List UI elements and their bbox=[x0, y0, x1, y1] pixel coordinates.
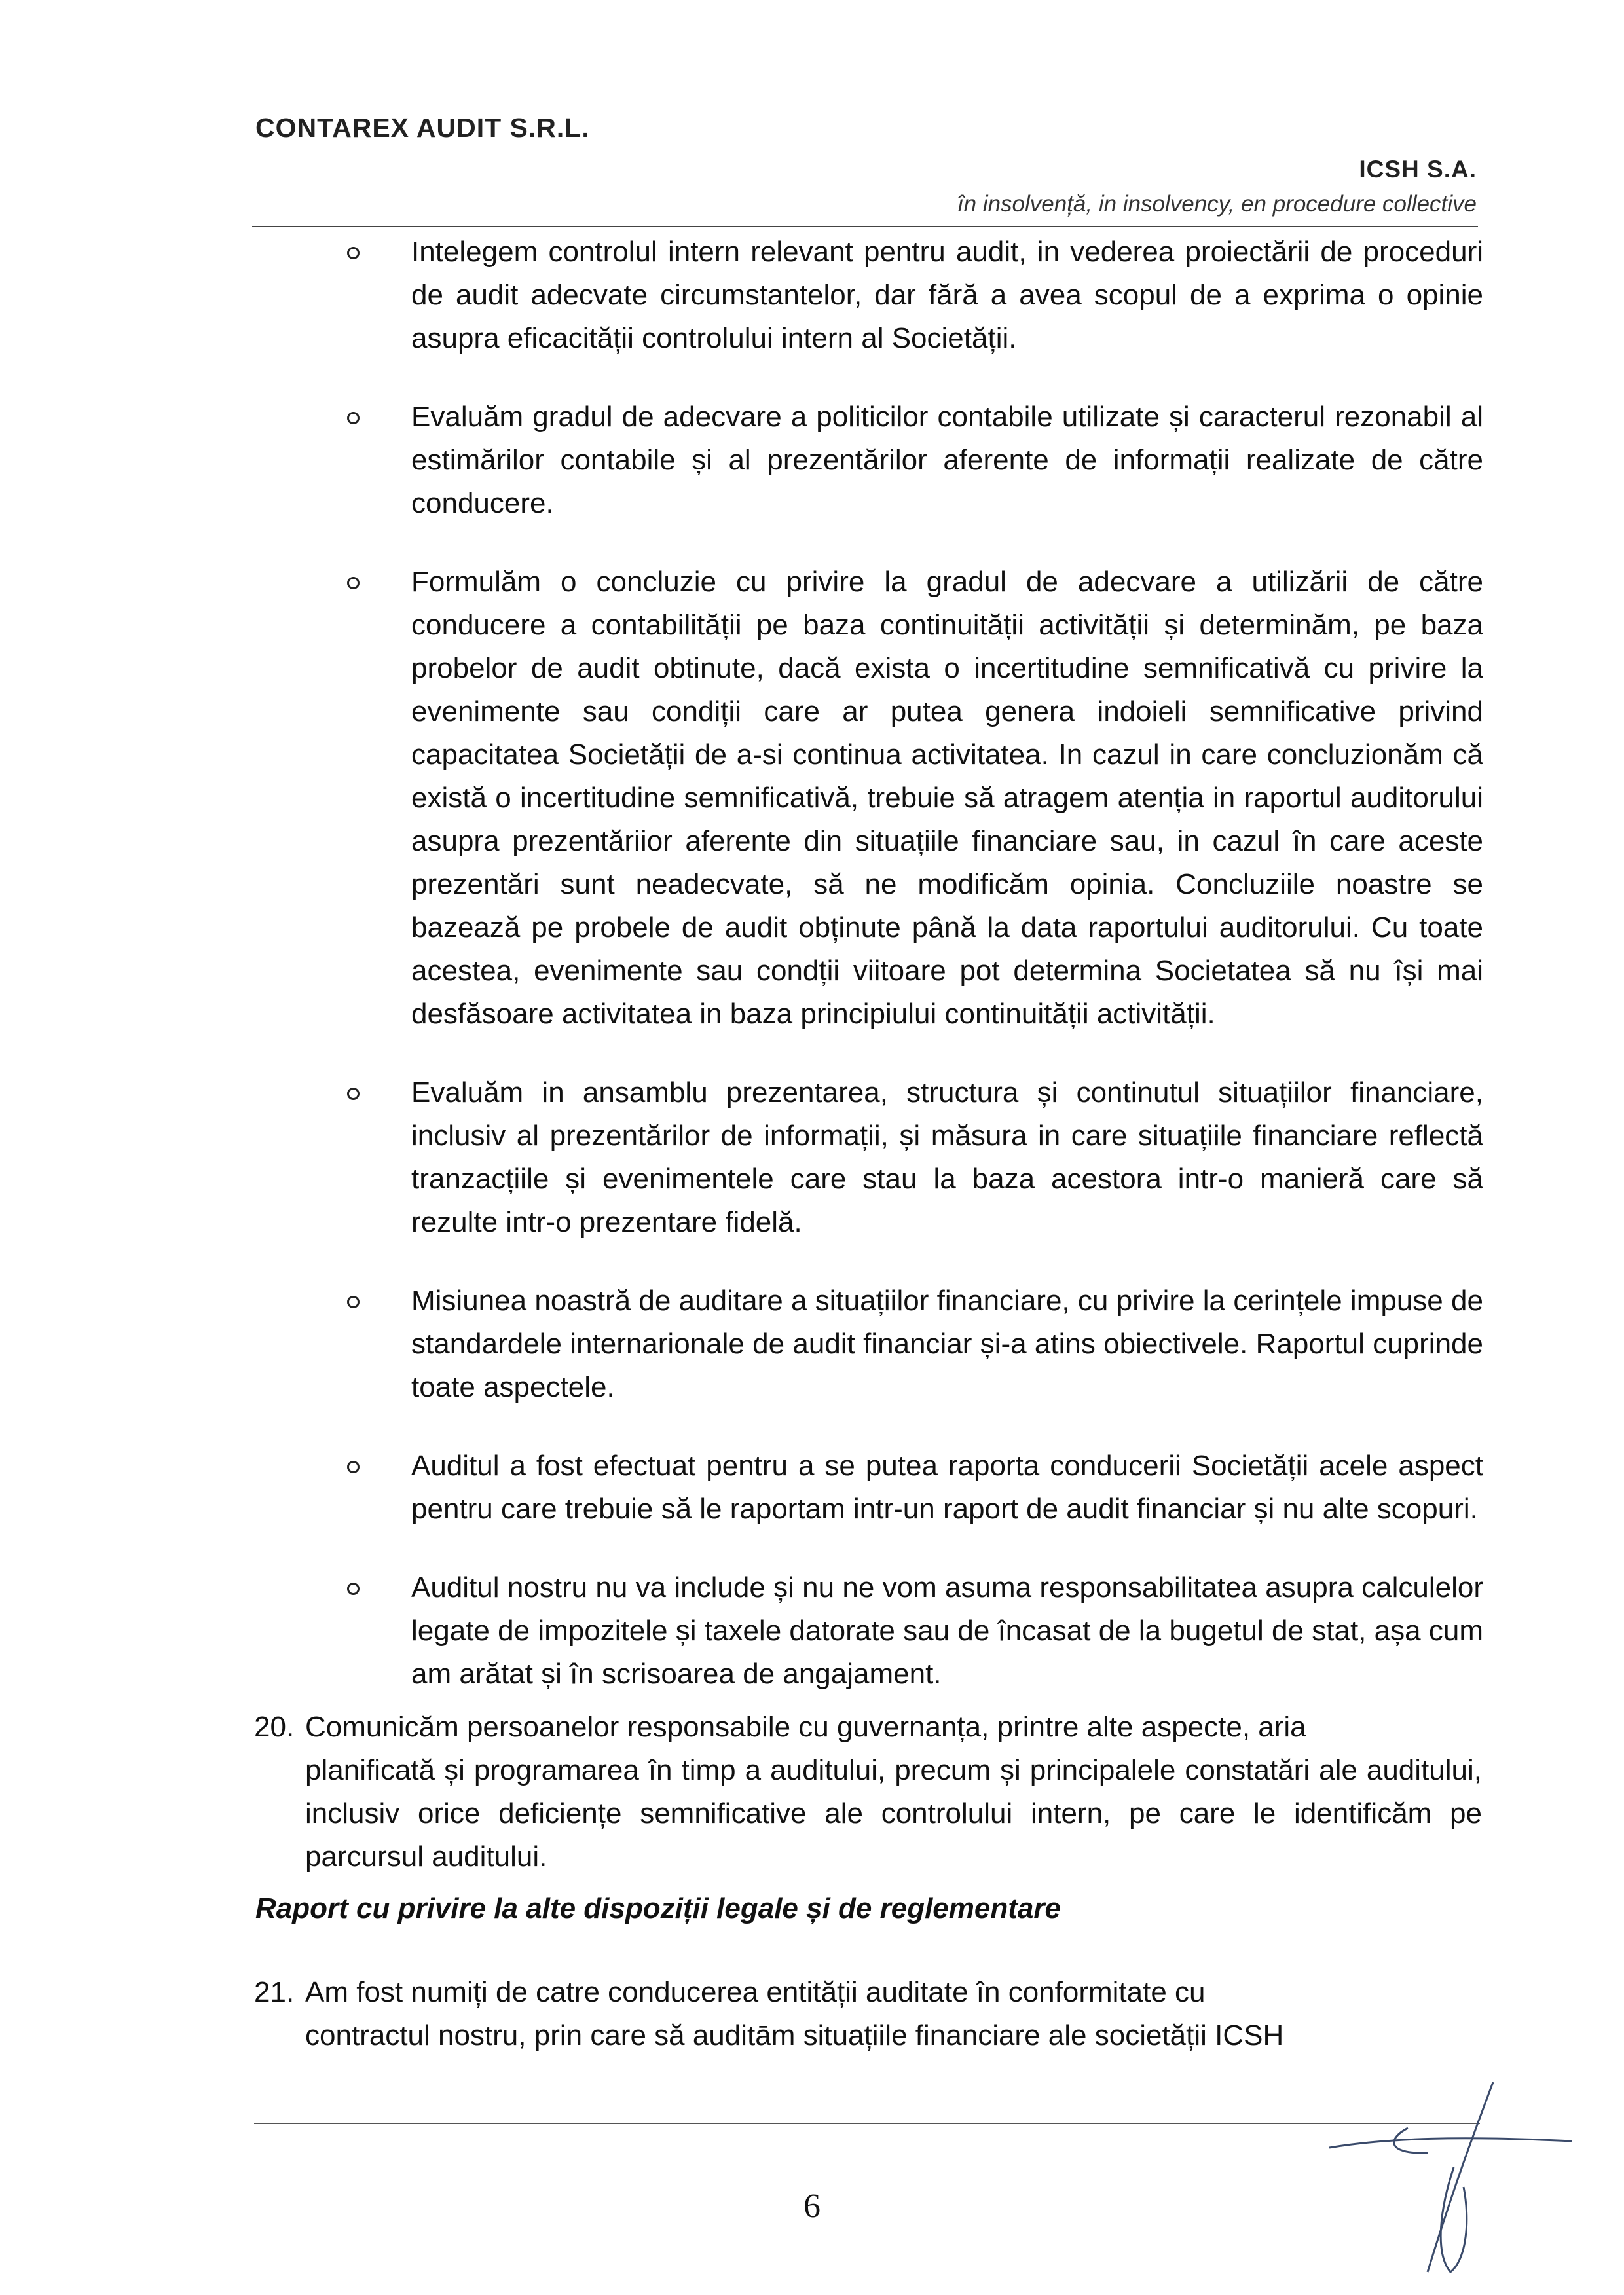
paragraph-number: 21. bbox=[254, 1976, 295, 2008]
paragraph-first-line: Am fost numiți de catre conducerea entității auditate în conformitate cu bbox=[305, 1976, 1206, 2008]
list-item-text: Evaluăm in ansamblu prezentarea, structura și continutul situațiilor financiare, inclusiv al prezentărilor de informații, și măsura in care situațiile financiare reflectă tranzacțiile și evenimentele care stau la baza acestora intr-o manieră care să rezulte intr-o prezentare fidelă. bbox=[411, 1076, 1483, 1238]
list-item-text: Formulăm o concluzie cu privire la gradul de adecvare a utilizării de către conducere a contabilității pe baza continuității activității și determinăm, pe baza probelor de audit obtinute, dacă exista o incertitudine semnificativă cu privire la evenimente sau condiții care ar putea genera indoieli semnificative privind capacitatea Societății de a-si continua activitatea. In cazul in care concluzionăm că există o incertitudine semnificativă, trebuie să atragem atenția in raportul auditorului asupra prezentăriior aferente din situațiile financiare sau, in cazul în care aceste prezentări sunt neadecvate, să ne modificăm opinia. Concluziile noastre se bazează pe probele de audit obținute până la data raportului auditorului. Cu toate acestea, evenimente sau condții viitoare pot determina Societatea să nu își mai desfăsoare activitatea in baza principiului continuității activității. bbox=[411, 566, 1483, 1030]
list-item bbox=[347, 1071, 1483, 1244]
bullet-icon bbox=[347, 1088, 360, 1100]
list-item bbox=[347, 1566, 1483, 1696]
signature-image bbox=[1310, 2076, 1585, 2285]
paragraph-number: 20. bbox=[254, 1711, 295, 1743]
list-item bbox=[347, 1279, 1483, 1409]
bullet-icon bbox=[347, 247, 360, 259]
paragraph-20 bbox=[254, 1706, 1482, 1879]
client-status: în insolvență, in insolvency, en procedure collective bbox=[957, 191, 1477, 217]
bullet-icon bbox=[347, 577, 360, 589]
client-name: ICSH S.A. bbox=[1359, 156, 1477, 183]
list-item bbox=[347, 230, 1483, 360]
bullet-list bbox=[347, 230, 1483, 1731]
list-item-text: Auditul a fost efectuat pentru a se putea raporta conducerii Societății acele aspect pentru care trebuie să le raportam intr-un raport de audit financiar și nu alte scopuri. bbox=[411, 1450, 1483, 1525]
bullet-icon bbox=[347, 1461, 360, 1473]
footer-divider bbox=[254, 2123, 1480, 2124]
bullet-icon bbox=[347, 412, 360, 424]
bullet-icon bbox=[347, 1583, 360, 1595]
list-item bbox=[347, 395, 1483, 525]
list-item bbox=[347, 1444, 1483, 1531]
section-heading: Raport cu privire la alte dispoziții legale și de reglementare bbox=[255, 1892, 1061, 1924]
list-item-text: Misiunea noastră de auditare a situațiilor financiare, cu privire la cerințele impuse de standardele internarionale de audit financiar și-a atins obiectivele. Raportul cuprinde toate aspectele. bbox=[411, 1285, 1483, 1403]
header-divider bbox=[252, 226, 1478, 227]
paragraph-first-line: Comunicăm persoanelor responsabile cu guvernanța, printre alte aspecte, aria bbox=[305, 1711, 1306, 1743]
list-item bbox=[347, 560, 1483, 1036]
paragraph-body: planificată și programarea în timp a auditului, precum și principalele constatări ale auditului, inclusiv orice deficiențe semnificative ale controlului intern, pe care le identificăm pe parcursul auditului. bbox=[305, 1754, 1482, 1873]
company-name: CONTAREX AUDIT S.R.L. bbox=[255, 113, 590, 143]
list-item-text: Intelegem controlul intern relevant pentru audit, in vederea proiectării de proceduri de audit adecvate circumstantelor, dar fără a avea scopul de a exprima o opinie asupra eficacității controlului intern al Societății. bbox=[411, 236, 1483, 354]
page-number: 6 bbox=[803, 2188, 821, 2225]
list-item-text: Evaluăm gradul de adecvare a politicilor contabile utilizate și caracterul rezonabil al estimărilor contabile și al prezentărilor aferente de informații realizate de către conducere. bbox=[411, 401, 1483, 519]
list-item-text: Auditul nostru nu va include și nu ne vom asuma responsabilitatea asupra calculelor legate de impozitele și taxele datorate sau de încasat de la bugetul de stat, așa cum am arătat și în scrisoarea de angajament. bbox=[411, 1571, 1483, 1690]
bullet-icon bbox=[347, 1296, 360, 1308]
paragraph-body: contractul nostru, prin care să auditām situațiile financiare ale societății ICSH bbox=[305, 2019, 1284, 2051]
paragraph-21 bbox=[254, 1971, 1482, 2057]
